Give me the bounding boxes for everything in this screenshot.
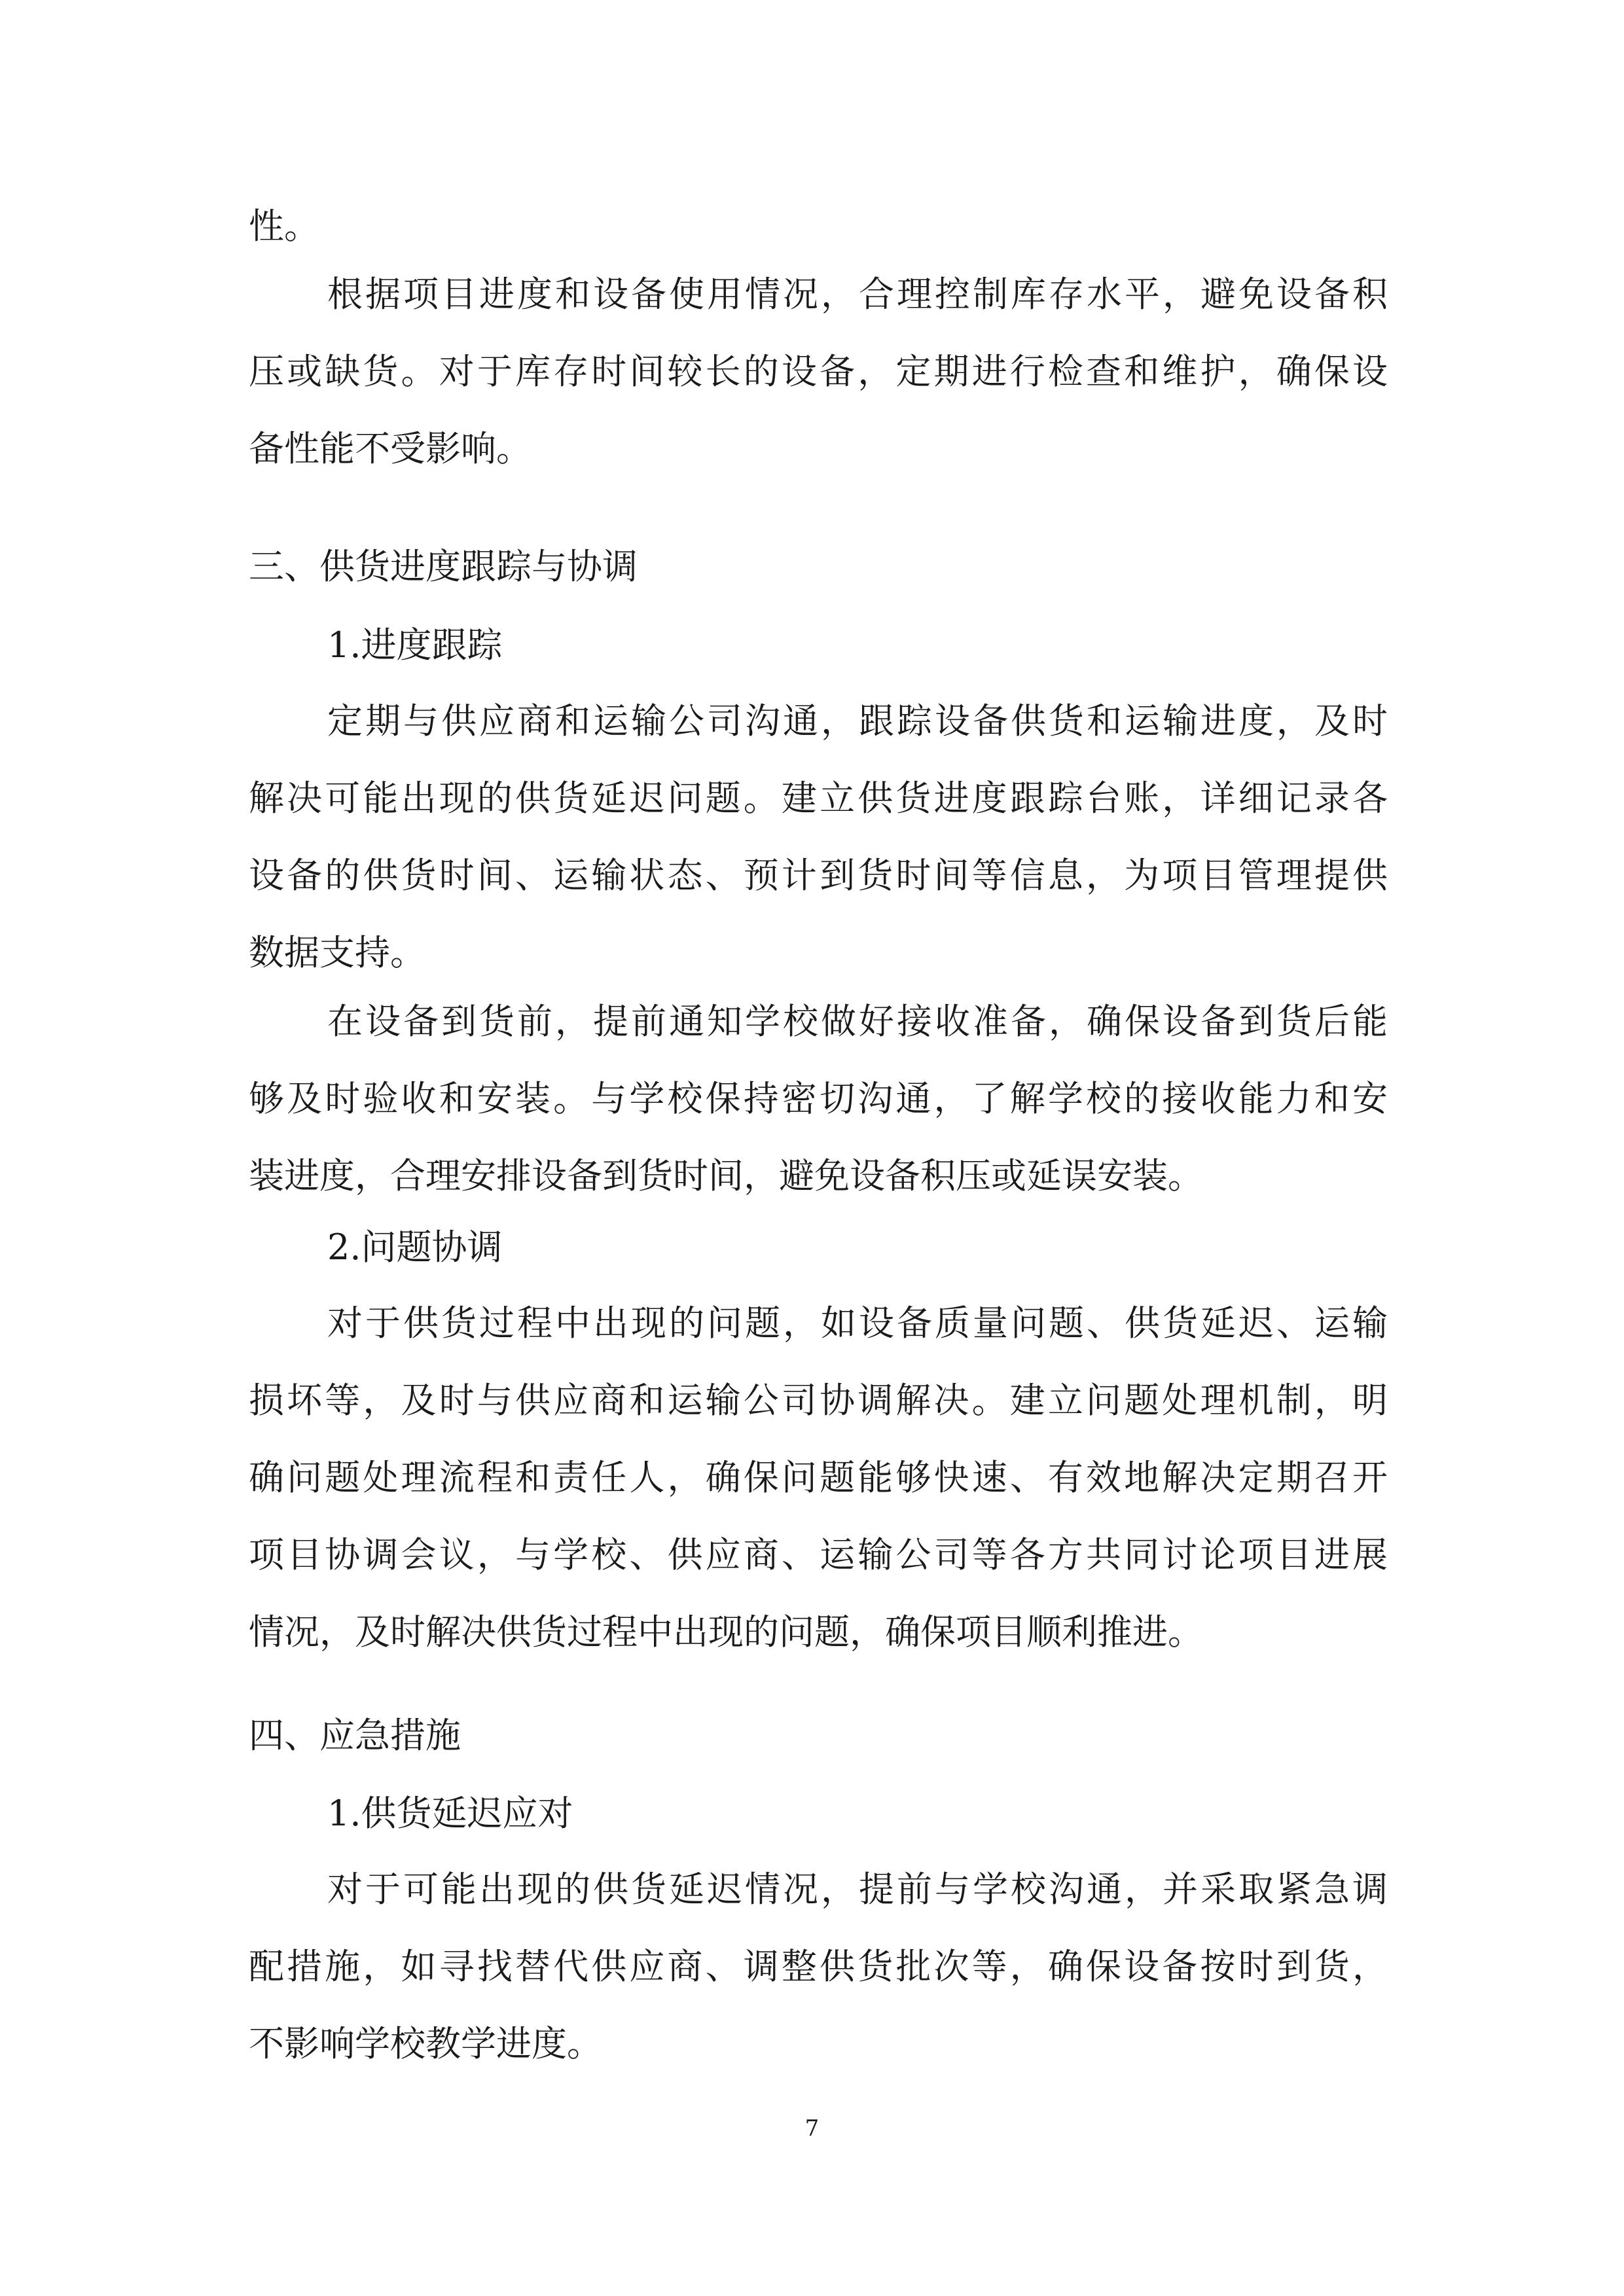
section-heading: 四、应急措施 xyxy=(249,1715,461,1756)
paragraph-line: 对于供货过程中出现的问题，如设备质量问题、供货延迟、运输 xyxy=(327,1302,1388,1344)
paragraph-line: 项目协调会议，与学校、供应商、运输公司等各方共同讨论项目进展 xyxy=(249,1534,1388,1575)
paragraph-line: 设备的供货时间、运输状态、预计到货时间等信息，为项目管理提供 xyxy=(249,855,1388,896)
paragraph-line: 确问题处理流程和责任人，确保问题能够快速、有效地解决定期召开 xyxy=(249,1457,1388,1498)
subsection-heading: 1.供货延迟应对 xyxy=(327,1793,573,1834)
page-number: 7 xyxy=(804,2115,820,2142)
paragraph-line: 定期与供应商和运输公司沟通，跟踪设备供货和运输进度，及时 xyxy=(327,700,1388,742)
paragraph-line: 压或缺货。对于库存时间较长的设备，定期进行检查和维护，确保设 xyxy=(249,351,1388,392)
paragraph-line: 够及时验收和安装。与学校保持密切沟通，了解学校的接收能力和安 xyxy=(249,1078,1388,1119)
paragraph-line: 备性能不受影响。 xyxy=(249,428,532,469)
subsection-heading: 1.进度跟踪 xyxy=(327,624,503,666)
paragraph-line: 情况，及时解决供货过程中出现的问题，确保项目顺利推进。 xyxy=(249,1611,1203,1653)
section-heading: 三、供货进度跟踪与协调 xyxy=(249,546,638,587)
paragraph-line: 根据项目进度和设备使用情况，合理控制库存水平，避免设备积 xyxy=(327,274,1388,315)
paragraph-line: 解决可能出现的供货延迟问题。建立供货进度跟踪台账，详细记录各 xyxy=(249,778,1388,819)
paragraph-line: 性。 xyxy=(249,206,319,247)
paragraph-line: 在设备到货前，提前通知学校做好接收准备，确保设备到货后能 xyxy=(327,1001,1388,1042)
paragraph-line: 不影响学校教学进度。 xyxy=(249,2023,602,2064)
paragraph-line: 数据支持。 xyxy=(249,932,425,973)
paragraph-line: 装进度，合理安排设备到货时间，避免设备积压或延误安装。 xyxy=(249,1155,1203,1196)
subsection-heading: 2.问题协调 xyxy=(327,1227,503,1268)
paragraph-line: 损坏等，及时与供应商和运输公司协调解决。建立问题处理机制，明 xyxy=(249,1380,1388,1421)
paragraph-line: 对于可能出现的供货延迟情况，提前与学校沟通，并采取紧急调 xyxy=(327,1869,1388,1910)
paragraph-line: 配措施，如寻找替代供应商、调整供货批次等，确保设备按时到货， xyxy=(249,1946,1388,1987)
